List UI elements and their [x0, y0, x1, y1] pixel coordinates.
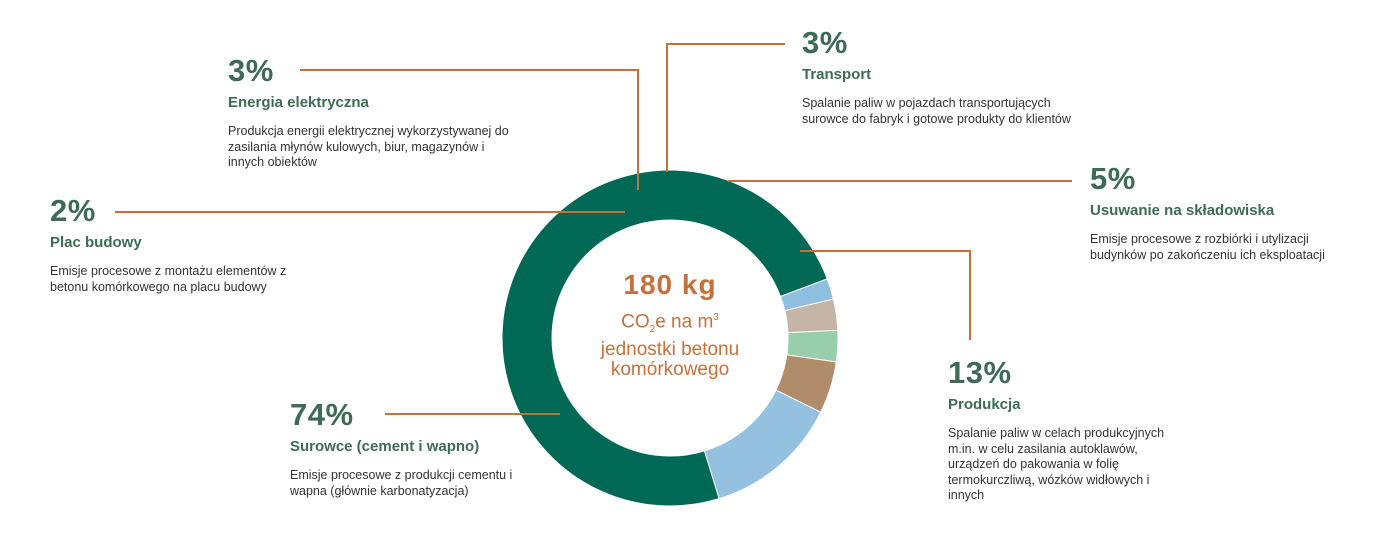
- slice-title: Plac budowy: [50, 234, 142, 251]
- slice-description: Emisje procesowe z produkcji cementu i wapna (głównie karbonatyzacja): [290, 468, 513, 498]
- leader-transport: [667, 44, 785, 172]
- slice-label-plac-budowy: [50, 194, 300, 295]
- slice-produkcja: [704, 390, 820, 499]
- total-emission-value: 180 kg: [623, 269, 717, 300]
- slice-description: Produkcja energii elektrycznej wykorzystywanej do zasilania młynów kulowych, biur, magazynów i innych obiektów: [228, 124, 509, 169]
- slice-title: Transport: [802, 66, 872, 83]
- slice-percent: 5%: [1090, 161, 1136, 196]
- slice-title: Energia elektryczna: [228, 94, 369, 111]
- slice-percent: 3%: [228, 53, 274, 88]
- slice-description: Spalanie paliw w pojazdach transportujących surowce do fabryk i gotowe produkty do klientów: [802, 96, 1071, 126]
- slice-percent: 13%: [948, 355, 1012, 390]
- slice-title: Produkcja: [948, 396, 1021, 413]
- total-emission-line2: jednostki betonu: [600, 339, 740, 361]
- slice-title: Usuwanie na składowiska: [1090, 202, 1275, 219]
- slice-percent: 74%: [290, 397, 354, 432]
- slice-description: Emisje procesowe z montażu elementów z betonu komórkowego na placu budowy: [50, 264, 287, 294]
- slice-label-transport: [802, 26, 1082, 127]
- slice-label-energia: [228, 54, 518, 171]
- slice-title: Surowce (cement i wapno): [290, 438, 480, 455]
- slice-percent: 3%: [802, 25, 848, 60]
- donut-center-label: [565, 268, 775, 380]
- slice-label-produkcja: [948, 356, 1198, 504]
- slice-description: Spalanie paliw w celach produkcyjnych m.in. w celu zasilania autoklawów, urządzeń do pakowania w folię termokurczliwą, wózków widłowych i innych: [948, 426, 1165, 502]
- slice-label-surowce: [290, 398, 550, 499]
- slice-description: Emisje procesowe z rozbiórki i utylizacji budynków po zakończeniu ich eksploatacji: [1090, 232, 1325, 262]
- total-emission-line3: komórkowego: [610, 359, 730, 381]
- slice-percent: 2%: [50, 193, 96, 228]
- slice-label-usuwanie: [1090, 162, 1350, 263]
- total-emission-unit: $CO_2e$ na $m^3$: [621, 311, 719, 336]
